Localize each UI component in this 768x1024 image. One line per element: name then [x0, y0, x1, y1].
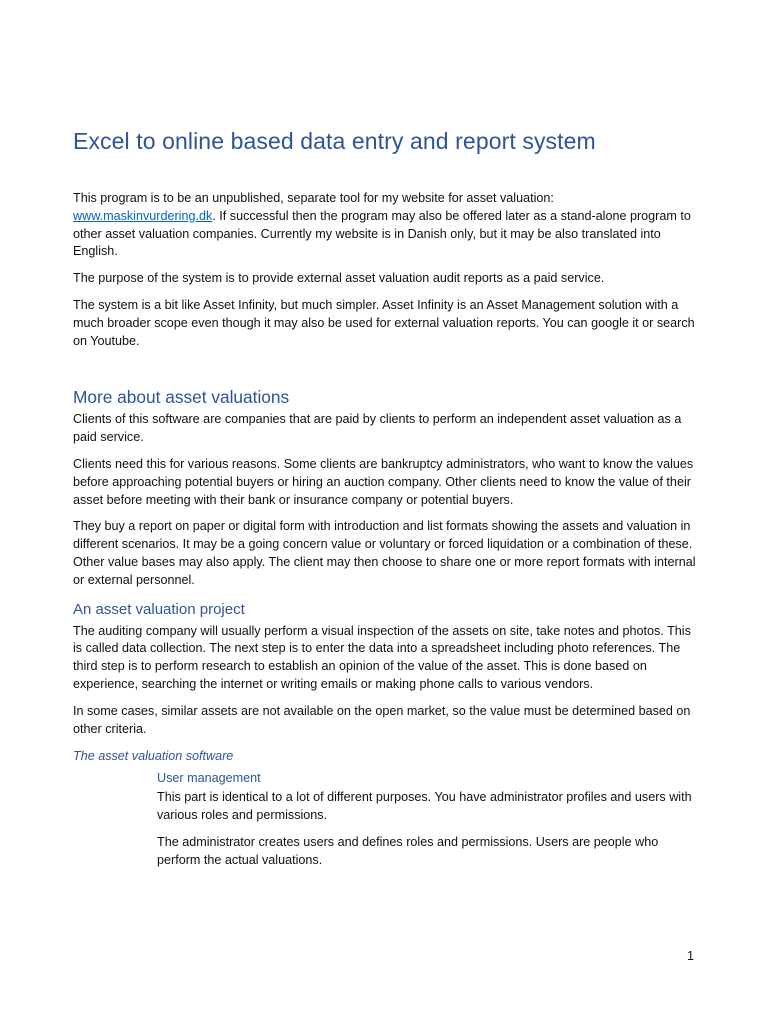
heading-asset-valuation-software: The asset valuation software	[73, 749, 234, 764]
more-paragraph-1: Clients of this software are companies that are paid by clients to perform an independent asset valuation as a paid service.	[73, 412, 682, 445]
heading-asset-valuation-project: An asset valuation project	[73, 600, 245, 618]
more-paragraph-3: They buy a report on paper or digital form with introduction and list formats showing the assets and valuation in different scenarios. It may be a going concern value or voluntary or forced liquidation or a combination of these. Other value bases may also apply. The client may then choose to share one or more report formats with internal or external personnel.	[73, 519, 696, 587]
user-management-paragraph-2: The administrator creates users and defines roles and permissions. Users are people who perform the actual valuations.	[157, 834, 659, 867]
project-paragraph-2: In some cases, similar assets are not available on the open market, so the value must be determined based on other criteria.	[73, 703, 691, 736]
more-paragraph-2: Clients need this for various reasons. Some clients are bankruptcy administrators, who want to know the values before approaching potential buyers or hiring an auction company. Other clients need to know the value of their asset before meeting with their bank or insurance company or potential buyers.	[73, 456, 694, 507]
heading-user-management: User management	[157, 771, 261, 786]
intro-p1-text-before: This program is to be an unpublished, separate tool for my website for asset valuation:	[73, 191, 554, 205]
intro-paragraph-3: The system is a bit like Asset Infinity, but much simpler. Asset Infinity is an Asset Management solution with a much broader scope even though it may also be used for external valuation reports. You can google it or search on Youtube.	[73, 297, 695, 348]
document-body	[73, 124, 698, 870]
user-management-paragraph-1: This part is identical to a lot of different purposes. You have administrator profiles and users with various roles and permissions.	[157, 790, 692, 823]
intro-paragraph-1	[73, 190, 698, 261]
intro-p1-text-after: . If successful then the program may also be offered later as a stand-alone program to other asset valuation companies. Currently my website is in Danish only, but it may be also translated into English.	[73, 208, 691, 259]
website-link[interactable]: www.maskinvurdering.dk	[73, 208, 213, 223]
heading-more-about-asset-valuations: More about asset valuations	[73, 387, 290, 408]
document-title: Excel to online based data entry and report system	[73, 128, 596, 154]
intro-paragraph-2: The purpose of the system is to provide external asset valuation audit reports as a paid service.	[73, 271, 605, 286]
user-management-section	[157, 769, 698, 869]
page-number: 1	[686, 949, 694, 963]
project-paragraph-1: The auditing company will usually perform a visual inspection of the assets on site, take notes and photos. This is called data collection. The next step is to enter the data into a spreadsheet including photo references. The third step is to perform research to establish an opinion of the value of the asset. This is done based on experience, searching the internet or writing emails or making phone calls to various vendors.	[73, 623, 691, 691]
